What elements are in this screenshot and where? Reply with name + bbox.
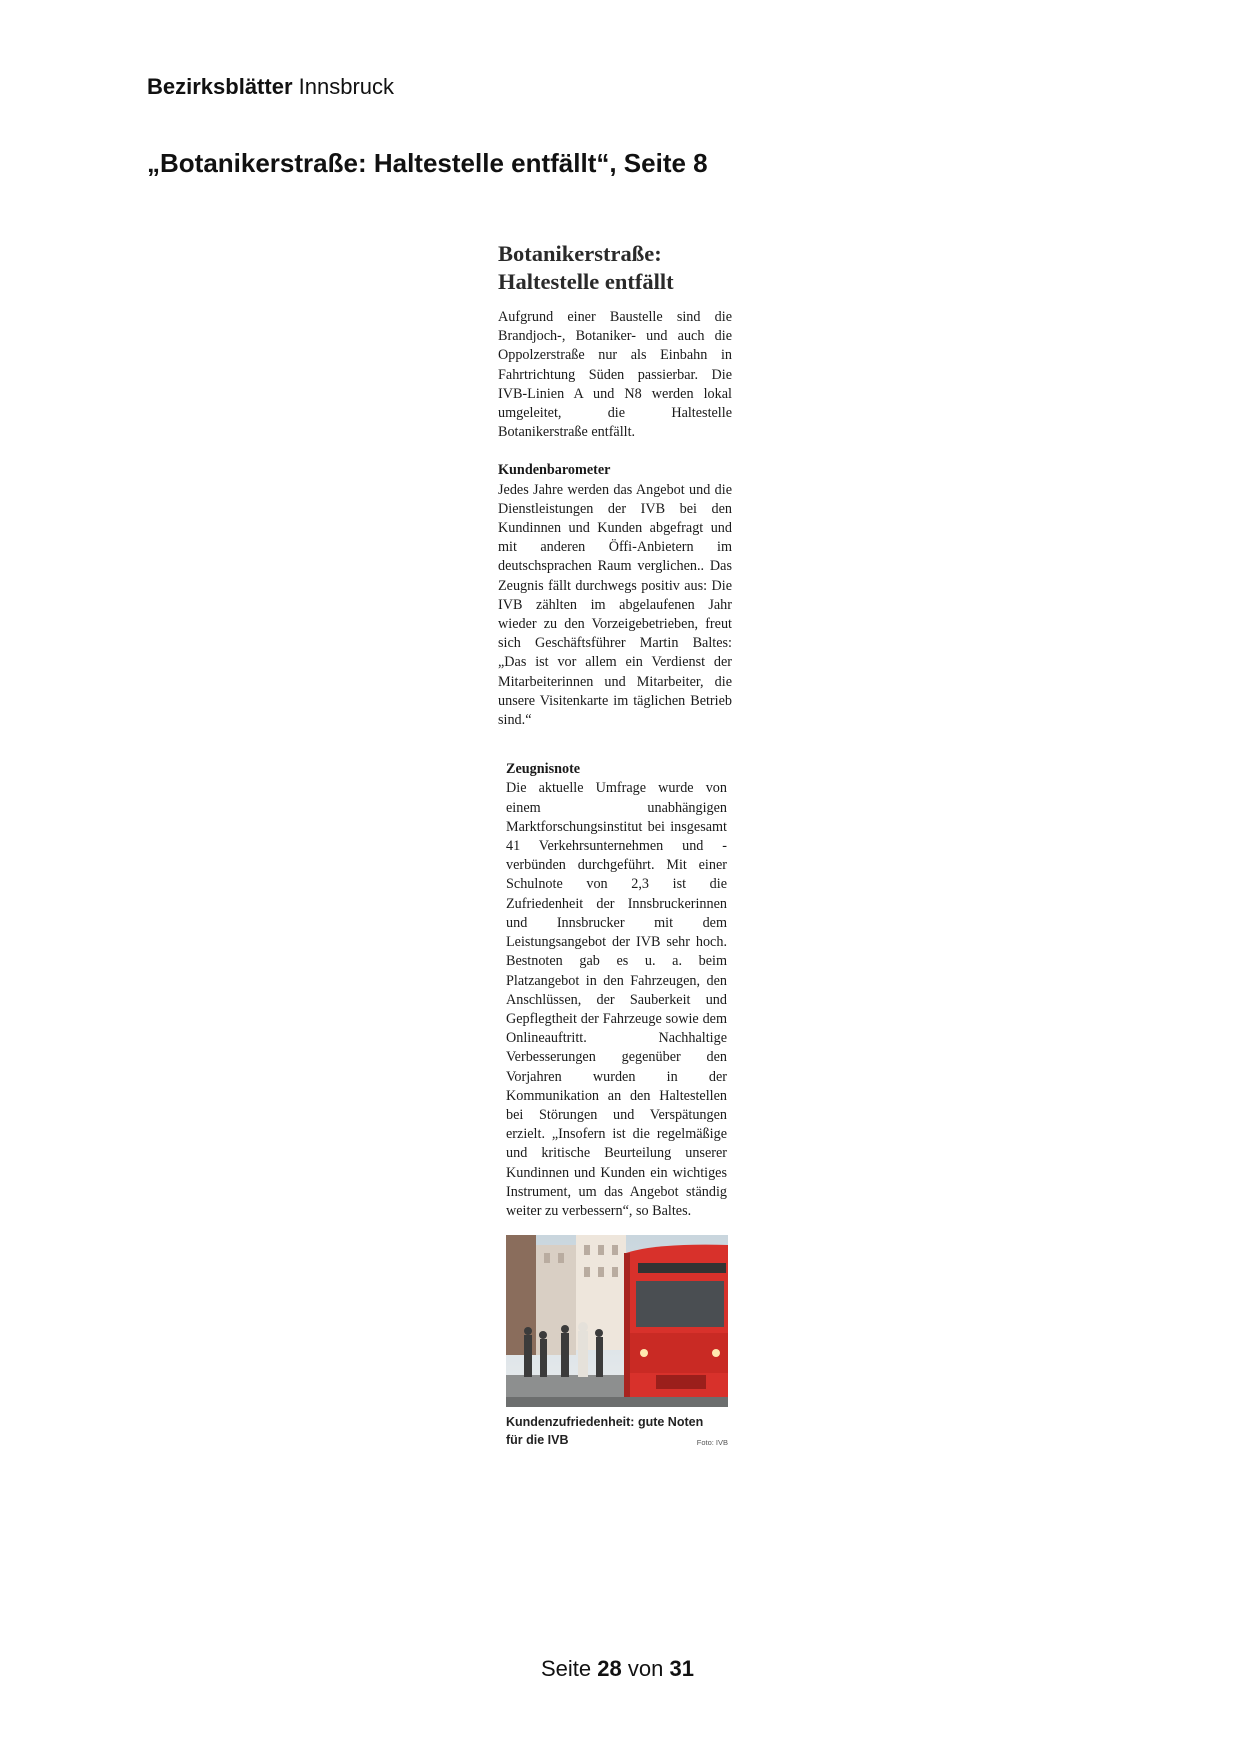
- photo-credit: Foto: IVB: [696, 1438, 728, 1448]
- publication-header: [147, 74, 394, 100]
- publication-region: Innsbruck: [298, 74, 395, 99]
- newspaper-clipping: [498, 240, 732, 1449]
- page-prefix: Seite: [541, 1656, 592, 1681]
- tram-photo-illustration: [506, 1235, 728, 1407]
- section-heading: Kundenbarometer: [498, 462, 611, 479]
- document-title: „Botanikerstraße: Haltestelle entfällt“, Seite 8: [147, 148, 708, 178]
- photo-caption-block: [506, 1413, 728, 1449]
- article-intro: Aufgrund einer Baustelle sind die Brandjoch-, Botaniker- und auch die Oppolzerstraße nur als Einbahn in Fahrtrichtung Süden passierbar. Die IVB-Linien A und N8 werden lokal umgeleitet, die Haltestelle Botanikerstraße entfällt.: [498, 309, 732, 441]
- page-separator: von: [627, 1656, 664, 1681]
- photo-caption: Kundenzufriedenheit: gute Noten für die IVB: [506, 1415, 704, 1448]
- tram-photo: [506, 1235, 728, 1407]
- page-total: 31: [669, 1656, 694, 1681]
- page-current: 28: [597, 1656, 622, 1681]
- page-number: [541, 1656, 694, 1682]
- section-text: Die aktuelle Umfrage wurde von einem unabhängigen Marktforschungsinstitut bei insgesamt 41 Verkehrsunternehmen und -verbünden durchgeführt. Mit einer Schulnote von 2,3 ist die Zufriedenheit der Innsbruckerinnen und Innsbrucker mit dem Leistungsangebot der IVB sehr hoch. Bestnoten gab es u. a. beim Platzangebot in den Fahrzeugen, den Anschlüssen, der Sauberkeit und Gepflegtheit der Fahrzeuge sowie dem Onlineauftritt. Nachhaltige Verbesserungen gegenüber den Vorjahren wurden in der Kommunikation an den Haltestellen bei Störungen und Verspätungen erzielt. „Insofern ist die regelmäßige und kritische Beurteilung unserer Kundinnen und Kunden ein wichtiges Instrument, um das Angebot ständig weiter zu verbessern“, so Baltes.: [506, 780, 727, 1219]
- section-heading: Zeugnisnote: [506, 761, 581, 778]
- section-kundenbarometer: [498, 461, 732, 730]
- publication-name: Bezirksblätter: [147, 74, 293, 99]
- section-text: Jedes Jahre werden das Angebot und die Dienstleistungen der IVB bei den Kundinnen und Kunden abgefragt und mit anderen Öffi-Anbietern im deutschsprachen Raum verglichen.. Das Zeugnis fällt durchwegs positiv aus: Die IVB zählten im abgelaufenen Jahr wieder zu den Vorzeigebetrieben, freut sich Geschäftsführer Martin Baltes: „Das ist vor allem ein Verdienst der Mitarbeiterinnen und Mitarbeiter, die unsere Visitenkarte im täglichen Betrieb sind.“: [498, 481, 732, 729]
- article-headline: Botanikerstraße: Haltestelle entfällt: [498, 241, 674, 294]
- section-zeugnisnote: [506, 760, 727, 1221]
